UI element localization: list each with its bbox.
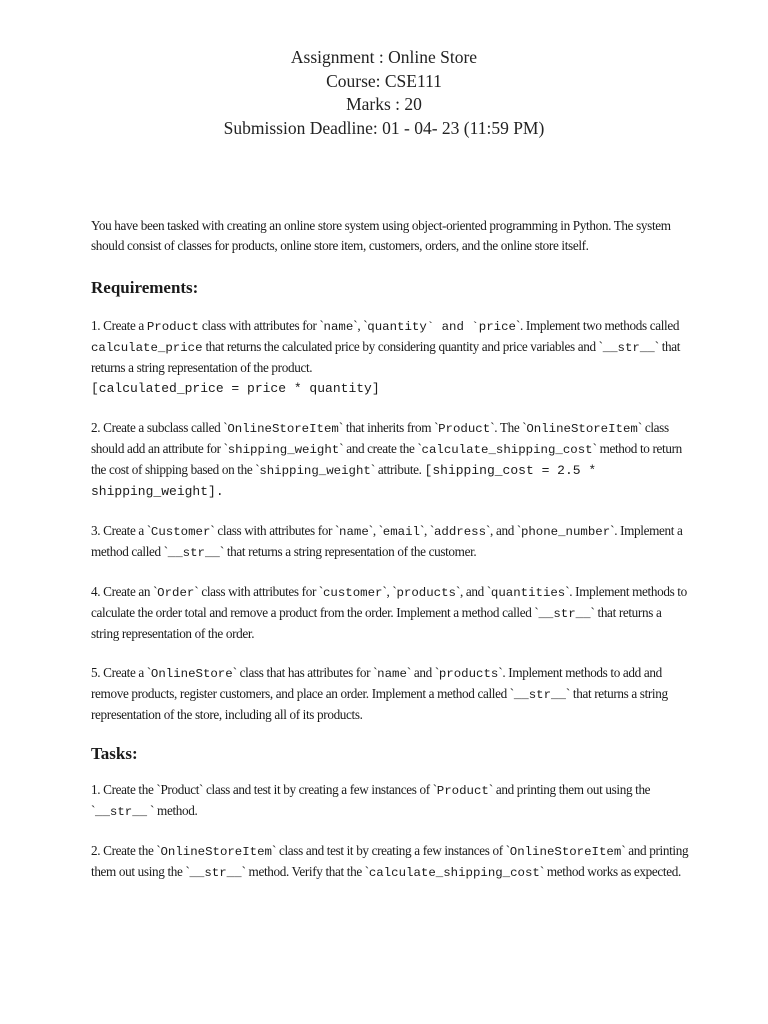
requirement-1: 1. Create a Product class with attributes for `name`, `quantity` and `price`. Implement two methods called calculate_price that returns the calculated price by considering quantity and price variables and `__str__` that returns a string representation of the product. [calculated_price = price * quantity] xyxy=(91,318,681,396)
requirement-4: 4. Create an `Order` class with attributes for `customer`, `products`, and `quantities`. Implement methods to calculate the order total and remove a product from the order. Implement a method called `__str__` that returns a string representation of the order. xyxy=(91,584,687,641)
task-2: 2. Create the `OnlineStoreItem` class and test it by creating a few instances of `OnlineStoreItem` and printing them out using the `__str__` method. Verify that the `calculate_shipping_cost` method works as expected. xyxy=(91,843,689,880)
requirement-5: 5. Create a `OnlineStore` class that has attributes for `name` and `products`. Implement methods to add and remove products, register customers, and place an order. Implement a method called `__str__` that returns a string representation of the store, including all of its products. xyxy=(91,665,668,722)
price-formula: [calculated_price = price * quantity] xyxy=(91,381,380,396)
tasks-heading: Tasks: xyxy=(91,744,138,763)
marks-line: Marks : 20 xyxy=(346,94,422,114)
assignment-title: Assignment : Online Store xyxy=(290,47,478,67)
task-1: 1. Create the `Product` class and test it by creating a few instances of `Product` and printing them out using the `__str__ ` method. xyxy=(91,782,651,819)
requirements-heading: Requirements: xyxy=(91,278,199,297)
deadline-line: Submission Deadline: 01 - 04- 23 (11:59 PM) xyxy=(223,117,545,138)
intro-paragraph: You have been tasked with creating an online store system using object-oriented programming in Python. The system should consist of classes for products, online store item, customers, orders, and the online store itself. xyxy=(91,218,671,253)
document-body xyxy=(91,216,691,902)
requirement-3: 3. Create a `Customer` class with attributes for `name`, `email`, `address`, and `phone_number`. Implement a method called `__str__` that returns a string representation of the customer. xyxy=(91,523,683,560)
shipping-formula: [shipping_cost = 2.5 * shipping_weight]. xyxy=(91,463,597,499)
assignment-header xyxy=(0,46,768,140)
course-line: Course: CSE111 xyxy=(326,70,442,91)
requirement-2: 2. Create a subclass called `OnlineStoreItem` that inherits from `Product`. The `OnlineStoreItem` class should add an attribute for `shipping_weight` and create the `calculate_shipping_cost` method to return the cost of shipping based on the `shipping_weight` attribute. [shipping_cost = 2.5 * shipping_weight]. xyxy=(91,420,682,499)
